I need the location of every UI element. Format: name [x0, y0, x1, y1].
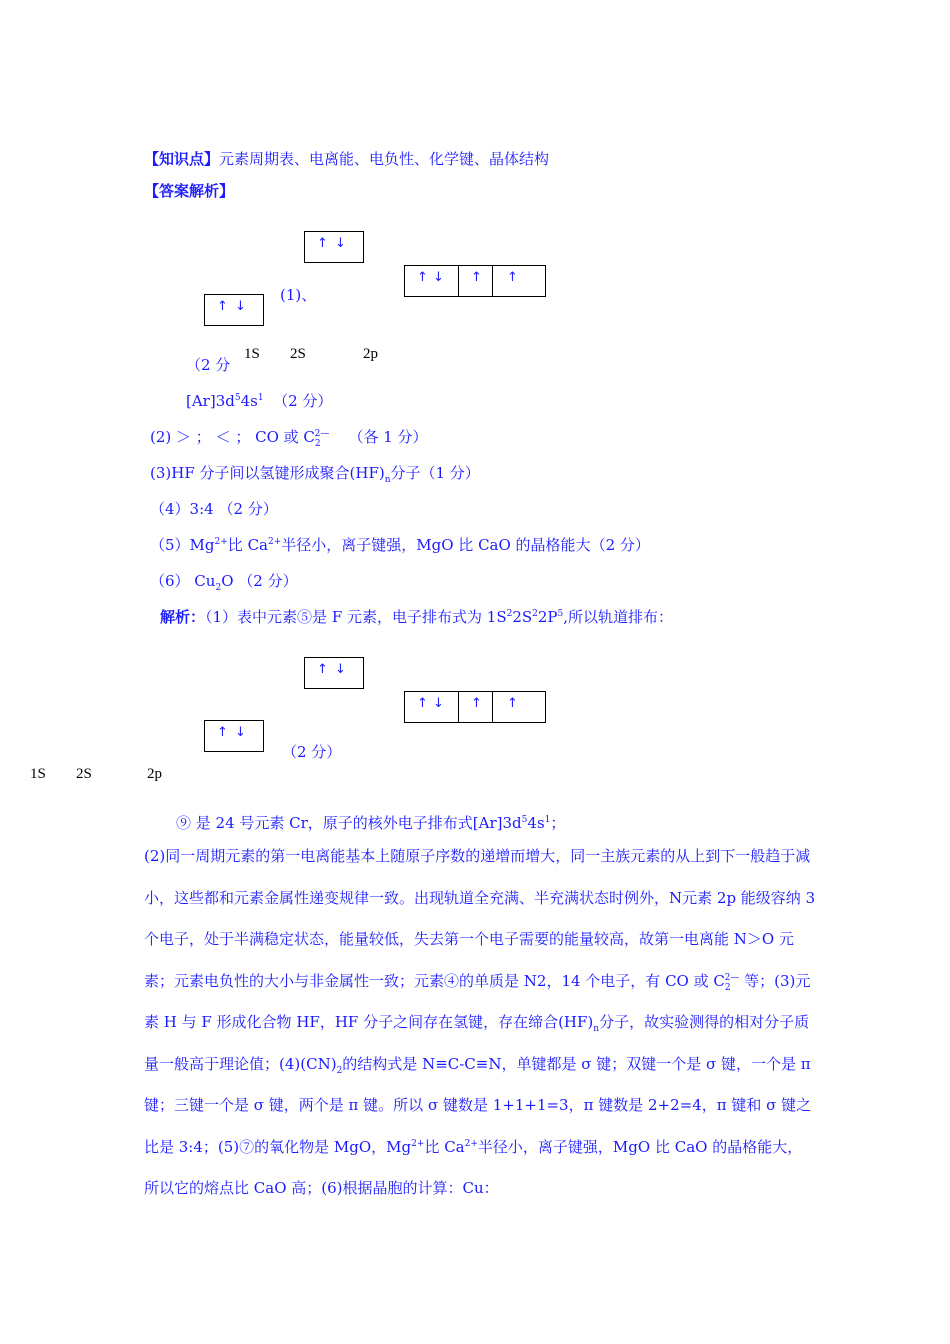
answer-4: （4）3:4 （2 分） — [150, 500, 278, 518]
orbital-box-2p — [404, 691, 546, 723]
up-arrow-icon: ↑ — [217, 299, 228, 314]
down-arrow-icon: ↓ — [235, 725, 246, 740]
cr-config-line: ⑨ 是 24 号元素 Cr，原子的核外电子排布式$[Ar]3d^54s^1$； — [176, 814, 566, 832]
analysis-paragraph: (2)同一周期元素的第一电离能基本上随原子序数的递增而增大，同一主族元素的从上到下一般趋于减小，这些都和元素金属性递变规律一致。出现轨道全充满、半充满状态时例外，N元素 2p 能级容纳 3 个电子，处于半满稳定状态，能量较低，失去第一个电子需要的能量较高，故第一电离能 N＞O 元素；元素电负性的大小与非金属性一致；元素④的单质是 N2，14 个电子，有 CO 或 $C_2^{2—}$ 等；(3)元素 H 与 F 形成化合物 HF，HF 分子之间存在氢键，存在缔合$(HF)_n$分子，故实验测得的相对分子质量一般高于理论值；$(4)(CN)_2$的结构式是 N≡C-C≡N，单键都是 σ 键；双键一个是 σ 键，一个是 π 键；三键一个是 σ 键，两个是 π 键。所以 σ 键数是 1+1+1=3，π 键数是 2+2=4，π 键和 σ 键之比是 3:4；(5)⑦的氧化物是 MgO，$Mg^{2+}$比 $Ca^{2+}$半径小，离子键强，MgO 比 CaO 的晶格能大，所以它的熔点比 CaO 高；(6)根据晶胞的计算：Cu： — [144, 847, 816, 1197]
knowledge-point-line — [144, 148, 549, 169]
answer-5: $(5)Mg^{2+}$比 $Ca^{2+}$半径小，离子键强，MgO 比 CaO 的晶格能大（2 分） — [150, 536, 650, 554]
down-arrow-icon: ↓ — [433, 696, 444, 711]
orbital-label-1s: 1S — [244, 346, 260, 362]
answer-1-config: $[Ar]3d^54s^1$ （2 分） — [186, 392, 333, 410]
up-arrow-icon: ↑ — [217, 725, 228, 740]
orbital-box-2s — [304, 657, 364, 689]
up-arrow-icon: ↑ — [417, 270, 428, 285]
orbital-box-2s — [304, 231, 364, 263]
down-arrow-icon: ↓ — [235, 299, 246, 314]
orbital-label-2s: 2S — [76, 766, 92, 782]
knowledge-label: 【知识点】 — [144, 150, 220, 168]
down-arrow-icon: ↓ — [335, 662, 346, 677]
down-arrow-icon: ↓ — [335, 236, 346, 251]
orbital-label-2p: 2p — [363, 346, 378, 362]
analysis-label: 解析： — [160, 608, 206, 626]
orbital-2-score: （2 分） — [282, 743, 342, 761]
score-partial: （2 分 — [186, 356, 231, 374]
up-arrow-icon: ↑ — [507, 696, 518, 711]
up-arrow-icon: ↑ — [317, 662, 328, 677]
up-arrow-icon: ↑ — [317, 236, 328, 251]
up-arrow-icon: ↑ — [417, 696, 428, 711]
knowledge-text: 元素周期表、电离能、电负性、化学键、晶体结构 — [219, 150, 550, 168]
orbital-label-1s: 1S — [30, 766, 46, 782]
answer-6: （6） $Cu_2O$ （2 分） — [150, 572, 298, 593]
answer-2: (2) ＞ ； ＜ ； CO 或 $C_2^{2—}$ （各 1 分） — [150, 428, 428, 449]
orbital-box-2p — [404, 265, 546, 297]
up-arrow-icon: ↑ — [471, 270, 482, 285]
answer-3: (3)HF 分子间以氢键形成聚合$(HF)_n$分子（1 分） — [150, 464, 480, 485]
question-1-label: (1)、 — [280, 286, 317, 304]
analysis-line-1: 解析：（1）表中元素⑤是 F 元素，电子排布式为 $1S^22S^22P^5$,所以轨道排布： — [160, 608, 674, 626]
up-arrow-icon: ↑ — [507, 270, 518, 285]
orbital-box-1s — [204, 294, 264, 326]
answer-label: 【答案解析】 — [144, 182, 235, 200]
orbital-label-2s: 2S — [290, 346, 306, 362]
down-arrow-icon: ↓ — [433, 270, 444, 285]
orbital-label-2p: 2p — [147, 766, 162, 782]
orbital-box-1s — [204, 720, 264, 752]
up-arrow-icon: ↑ — [471, 696, 482, 711]
